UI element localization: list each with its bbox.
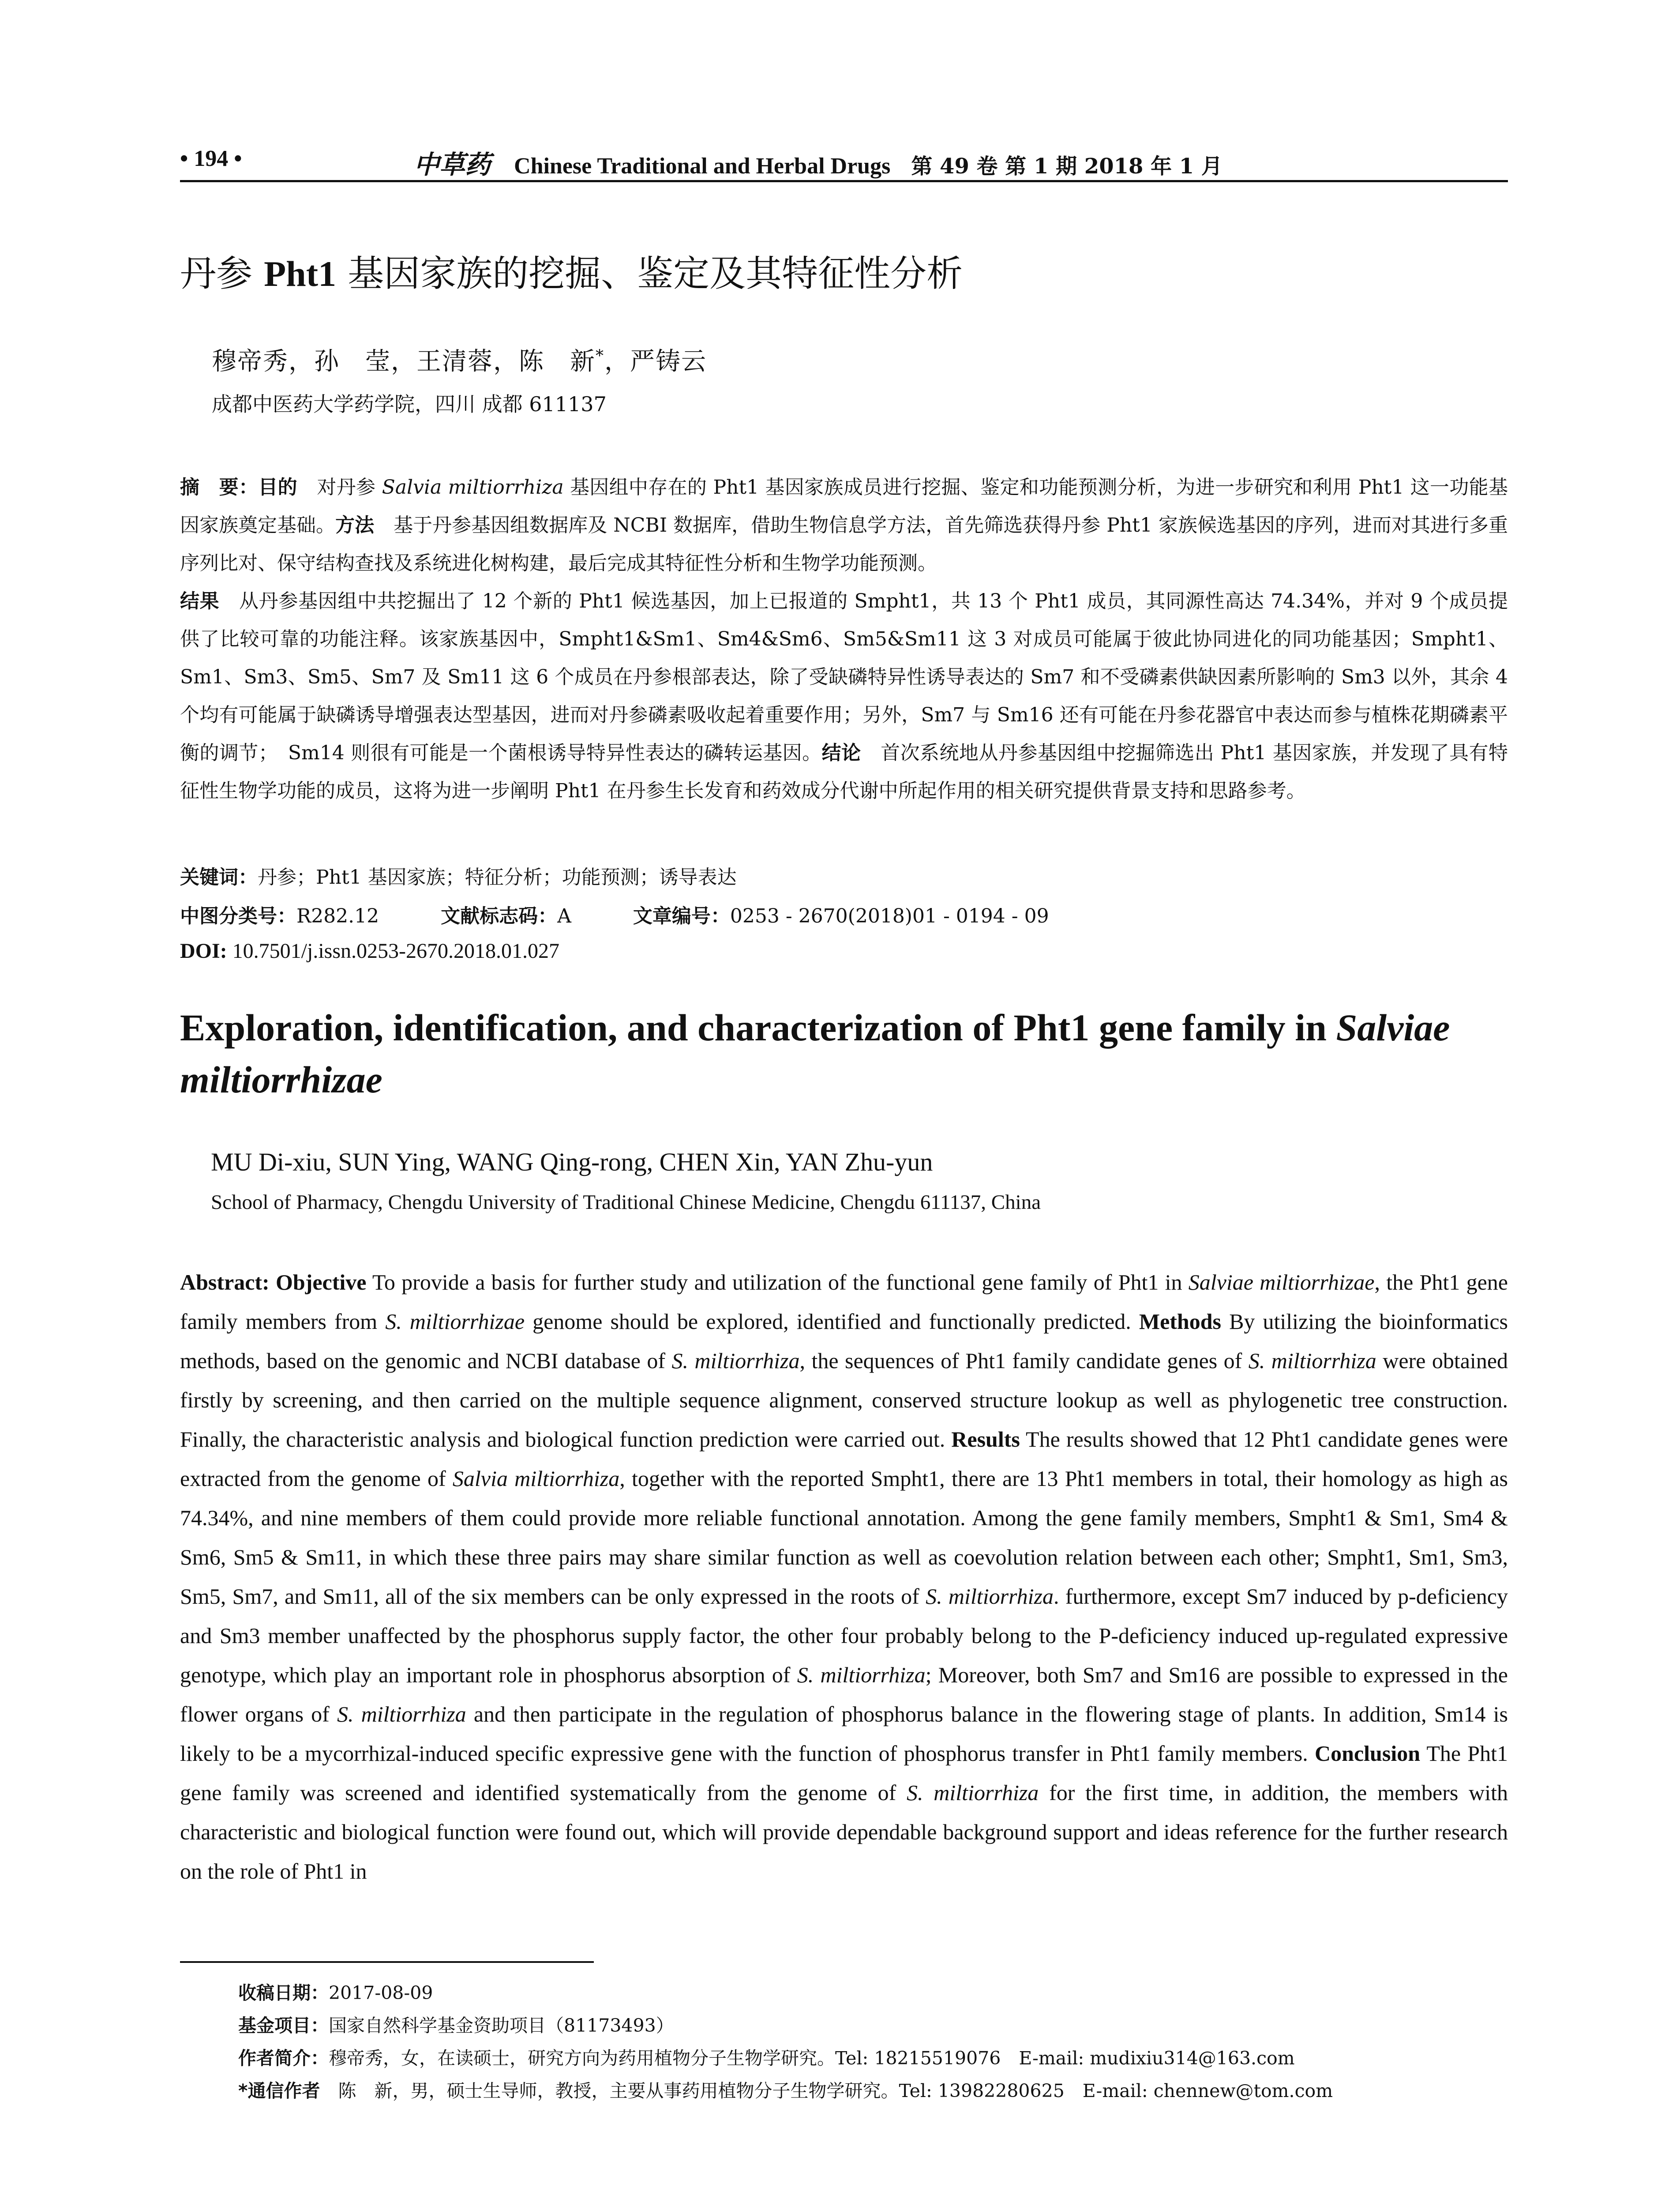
objective-text: , the Pht1 gene family members from (180, 1270, 1508, 1334)
chinese-affiliation: 成都中医药大学药学院，四川 成都 611137 (212, 392, 607, 416)
received-date: 2017-08-09 (329, 1982, 433, 2003)
doi-line (180, 939, 559, 963)
received-label: 收稿日期： (238, 1982, 329, 2003)
keywords-line (180, 861, 737, 889)
fund-text: 国家自然科学基金资助项目（81173493） (329, 2015, 674, 2036)
english-authors: MU Di-xiu, SUN Ying, WANG Qing-rong, CHEN Xin, YAN Zhu-yun (211, 1148, 933, 1176)
results-label: 结果 (180, 590, 220, 612)
species-name: S. miltiorrhiza (797, 1662, 926, 1687)
species-name: S. miltiorrhiza (907, 1780, 1039, 1805)
objective-text: 对丹参 (297, 476, 382, 499)
chinese-title (180, 245, 963, 296)
english-title-text: Exploration, identification, and characterization of Pht1 gene family in (180, 1006, 1336, 1049)
running-header (180, 140, 1508, 182)
doc-code-label: 文献标志码： (441, 905, 558, 927)
objective-text: To provide a basis for further study and utilization of the functional gene family of Pht1 in (366, 1270, 1189, 1294)
chinese-author-list: 穆帝秀，孙 莹，王清蓉，陈 新 (212, 347, 596, 376)
chinese-abstract (180, 469, 1508, 810)
results-text: ; Moreover, both Sm7 and Sm16 are possible to expressed in the flower organs of (180, 1662, 1508, 1726)
results-text: and then participate in the regulation of phosphorus balance in the flowering stage of plants. In addition, Sm14 is likely to be a mycorrhizal-induced specific expressive gene with the function of phosphorus transfer in Pht1 family members. (180, 1702, 1508, 1766)
conclusion-label: 结论 (821, 742, 861, 764)
methods-text: were obtained firstly by screening, and then carried on the multiple sequence alignment, conserved structure lookup as well as phylogenetic tree construction. Finally, the characteristic analysis and biological function prediction were carried out. (180, 1348, 1508, 1452)
results-label: Results (951, 1427, 1020, 1452)
author-bio: 穆帝秀，女，在读硕士，研究方向为药用植物分子生物学研究。Tel: 18215519076 E-mail: mudixiu314@163.com (329, 2048, 1295, 2069)
footnote-divider (180, 1961, 594, 1963)
methods-text: , the sequences of Pht1 family candidate genes of (799, 1348, 1249, 1373)
doi: 10.7501/j.issn.0253-2670.2018.01.027 (227, 939, 560, 963)
english-abstract (180, 1263, 1508, 1891)
species-name: Salvia miltiorrhiza (382, 476, 564, 499)
abstract-objective-label: Abstract: Objective (180, 1270, 367, 1294)
objective-text: genome should be explored, identified and functionally predicted. (525, 1309, 1139, 1334)
footnote-author (238, 2042, 1333, 2075)
keywords: 丹参；Pht1 基因家族；特征分析；功能预测；诱导表达 (258, 866, 737, 889)
methods-label: Methods (1139, 1309, 1221, 1334)
journal-name (414, 144, 1222, 181)
species-name: S. miltiorrhiza (926, 1584, 1054, 1609)
species-name: S. miltiorrhiza (1248, 1348, 1376, 1373)
species-name: S. miltiorrhizae (385, 1309, 525, 1334)
conclusion-text: The Pht1 gene family was screened and identified systematically from the genome of (180, 1741, 1508, 1805)
species-name: Salviae miltiorrhizae (1188, 1270, 1375, 1294)
article-number: 0253 - 2670(2018)01 - 0194 - 09 (730, 905, 1049, 927)
chinese-authors (212, 342, 707, 377)
corresponding-info: 陈 新，男，硕士生导师，教授，主要从事药用植物分子生物学研究。Tel: 13982280625 E-mail: chennew@tom.com (320, 2080, 1333, 2101)
results-text: . furthermore, except Sm7 induced by p-deficiency and Sm3 member unaffected by the phosphorus supply factor, the other four probably belong to the P-deficiency induced up-regulated expressive genotype, which play an important role in phosphorus absorption of (180, 1584, 1508, 1687)
footnotes (238, 1977, 1333, 2107)
doi-label: DOI: (180, 939, 227, 963)
species-name: S. miltiorrhiza (337, 1702, 466, 1726)
abstract-label: 摘 要： (180, 476, 259, 499)
keywords-label: 关键词： (180, 866, 258, 889)
clc-code: R282.12 (296, 905, 379, 927)
objective-text: 基因组中存在的 Pht1 基因家族成员进行挖掘、鉴定和功能预测分析，为进一步研究和利用 Pht1 这一功能基因家族奠定基础。 (180, 476, 1508, 536)
english-title-species: Salviae miltiorrhizae (180, 1006, 1450, 1101)
conclusion-text: for the first time, in addition, the members with characteristic and biological function were found out, which will provide dependable background support and ideas reference for the further research on the role of Pht1 in (180, 1780, 1508, 1883)
conclusion-text: 首次系统地从丹参基因组中挖掘筛选出 Pht1 基因家族，并发现了具有特征性生物学功能的成员，这将为进一步阐明 Pht1 在丹参生长发育和药效成分代谢中所起作用的相关研究提供背景支持和思路参考。 (180, 742, 1508, 802)
corresponding-mark: * (596, 347, 604, 365)
journal-name-cn: 中草药 (414, 150, 491, 180)
conclusion-label: Conclusion (1315, 1741, 1421, 1766)
fund-label: 基金项目： (238, 2015, 329, 2036)
english-affiliation: School of Pharmacy, Chengdu University of Traditional Chinese Medicine, Chengdu 611137, China (211, 1191, 1041, 1214)
chinese-title-latin: Pht1 (264, 254, 337, 294)
chinese-title-part: 丹参 (180, 253, 264, 295)
journal-name-en: Chinese Traditional and Herbal Drugs (514, 154, 891, 179)
article-number-label: 文章编号： (633, 905, 730, 927)
clc-label: 中图分类号： (180, 905, 296, 927)
objective-label: 目的 (258, 476, 297, 499)
methods-text: By utilizing the bioinformatics methods, based on the genomic and NCBI database of (180, 1309, 1508, 1373)
results-text: 从丹参基因组中共挖掘出了 12 个新的 Pht1 候选基因，加上已报道的 Smpht1，共 13 个 Pht1 成员，其同源性高达 74.34%，并对 9 个成员提供了比较可靠的功能注释。该家族基因中，Smpht1&Sm1、Sm4&Sm6、Sm5&Sm11 这 3 对成员可能属于彼此协同进化的同功能基因；Smpht1、Sm1、Sm3、Sm5、Sm7 及 Sm11 这 6 个成员在丹参根部表达，除了受缺磷特异性诱导表达的 Sm7 和不受磷素供缺因素所影响的 Sm3 以外，其余 4 个均有可能属于缺磷诱导增强表达型基因，进而对丹参磷素吸收起着重要作用；另外，Sm7 与 Sm16 还有可能在丹参花器官中表达而参与植株花期磷素平衡的调节； Sm14 则很有可能是一个菌根诱导特异性表达的磷转运基因。 (180, 590, 1508, 764)
english-title (180, 1002, 1508, 1106)
species-name: S. miltiorrhiza (671, 1348, 800, 1373)
journal-issue: 第 49 卷 第 1 期 2018 年 1 月 (911, 154, 1222, 179)
footnote-received (238, 1977, 1333, 2009)
chinese-title-part: 基因家族的挖掘、鉴定及其特征性分析 (336, 253, 963, 295)
classification-line (180, 900, 1049, 928)
page-number: • 194 • (180, 146, 242, 171)
results-text: The results showed that 12 Pht1 candidate genes were extracted from the genome of (180, 1427, 1508, 1491)
corresponding-label: *通信作者 (238, 2080, 320, 2101)
author-bio-label: 作者简介： (238, 2048, 329, 2069)
methods-label: 方法 (335, 514, 375, 536)
footnote-fund (238, 2009, 1333, 2042)
doc-code: A (557, 905, 571, 927)
chinese-author-list-tail: ，严铸云 (604, 347, 707, 376)
species-name: Salvia miltiorrhiza (452, 1466, 620, 1491)
methods-text: 基于丹参基因组数据库及 NCBI 数据库，借助生物信息学方法，首先筛选获得丹参 Pht1 家族候选基因的序列，进而对其进行多重序列比对、保守结构查找及系统进化树构建，最后完成其特征性分析和生物学功能预测。 (180, 514, 1508, 574)
footnote-corresponding (238, 2075, 1333, 2107)
results-text: , together with the reported Smpht1, there are 13 Pht1 members in total, their homology as high as 74.34%, and nine members of them could provide more reliable functional annotation. Among the gene family members, Smpht1 & Sm1, Sm4 & Sm6, Sm5 & Sm11, in which these three pairs may share similar function as well as coevolution relation between each other; Smpht1, Sm1, Sm3, Sm5, Sm7, and Sm11, all of the six members can be only expressed in the roots of (180, 1466, 1508, 1609)
